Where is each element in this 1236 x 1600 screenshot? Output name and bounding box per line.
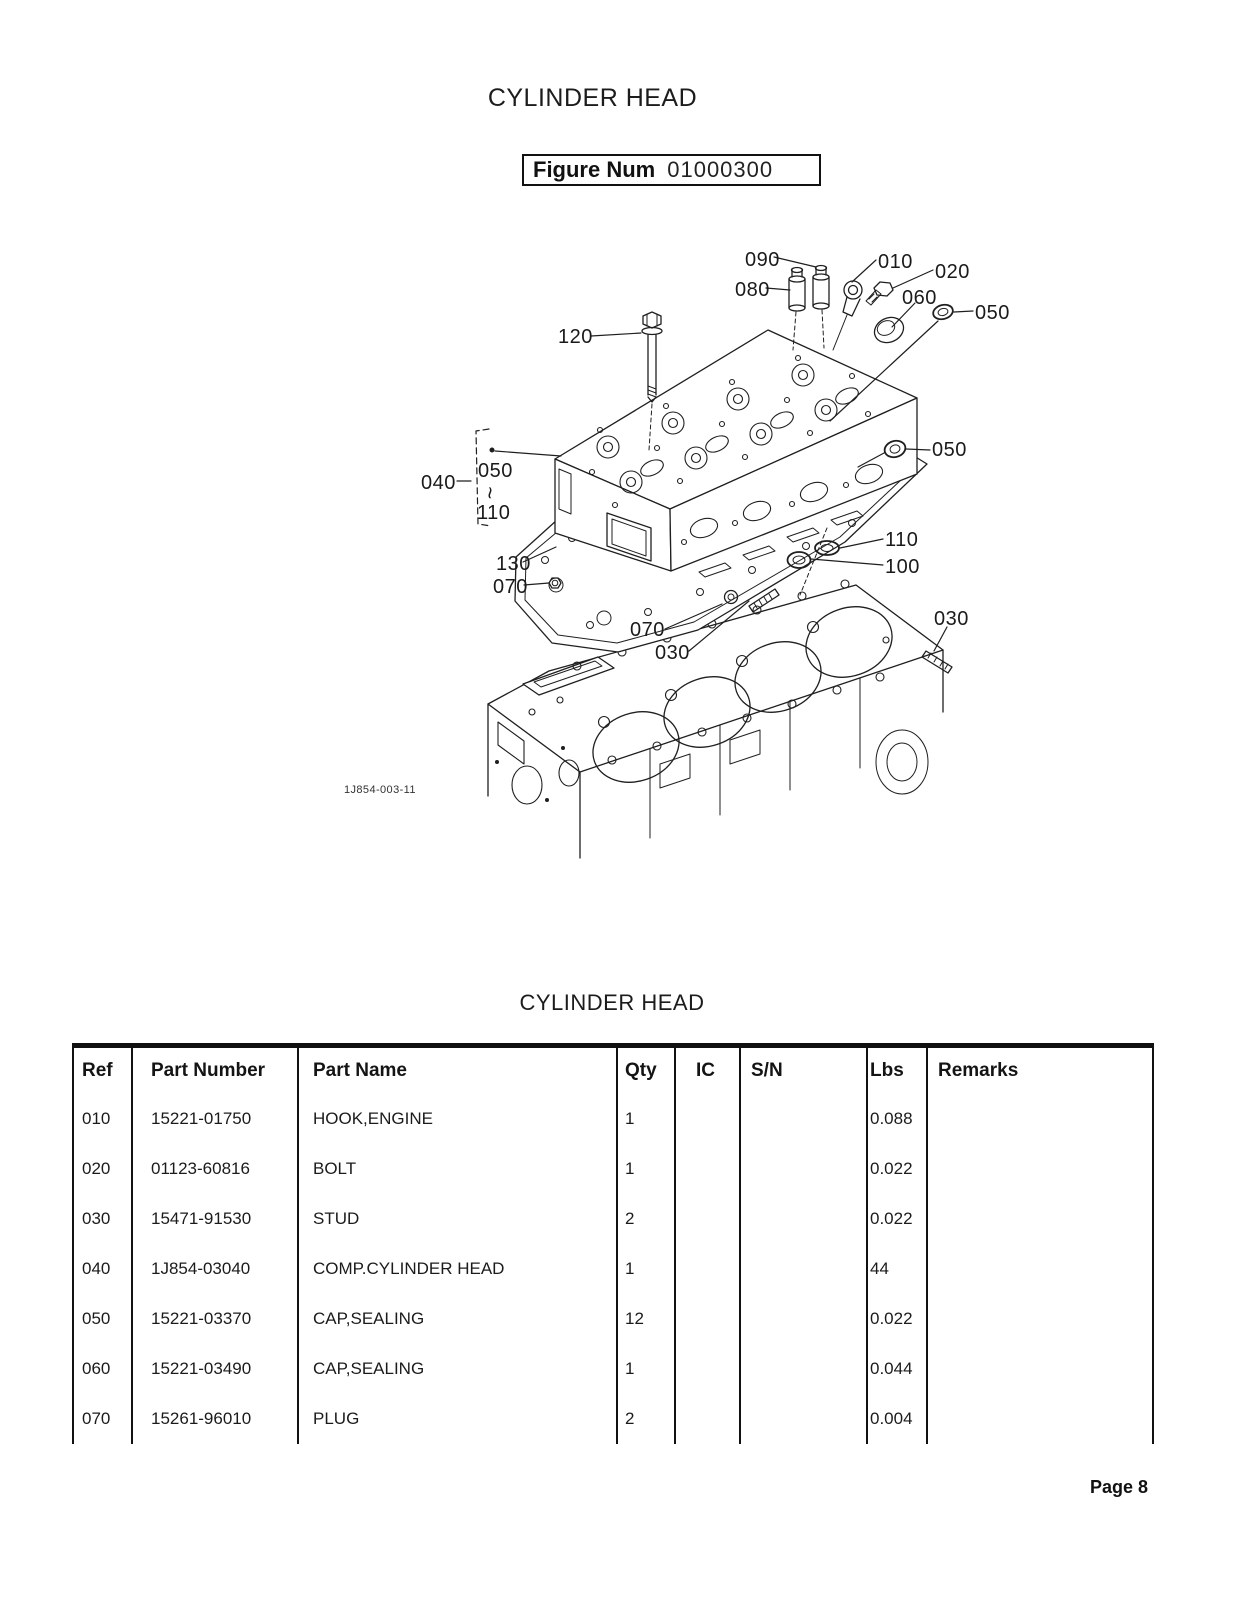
table-row bbox=[73, 1194, 1153, 1244]
cell-lbs: 0.022 bbox=[867, 1144, 927, 1194]
cell-qty: 1 bbox=[617, 1244, 675, 1294]
cell-lbs: 0.022 bbox=[867, 1194, 927, 1244]
cell-part-number: 15221-01750 bbox=[132, 1094, 298, 1144]
table-header-row bbox=[73, 1046, 1153, 1095]
cell-ref: 050 bbox=[73, 1294, 132, 1344]
cell-remarks bbox=[927, 1394, 1153, 1444]
cell-qty: 1 bbox=[617, 1344, 675, 1394]
callout-020: 020 bbox=[935, 261, 970, 283]
cell-qty: 2 bbox=[617, 1394, 675, 1444]
cell-part-number: 1J854-03040 bbox=[132, 1244, 298, 1294]
cell-qty: 12 bbox=[617, 1294, 675, 1344]
cell-ic bbox=[675, 1194, 740, 1244]
callout-110-right: 110 bbox=[885, 529, 919, 551]
sealing-cap-060-icon bbox=[870, 313, 907, 347]
cell-lbs: 0.044 bbox=[867, 1344, 927, 1394]
cell-part-number: 15261-96010 bbox=[132, 1394, 298, 1444]
exploded-diagram bbox=[370, 225, 1020, 875]
table-row bbox=[73, 1394, 1153, 1444]
cell-part-name: HOOK,ENGINE bbox=[298, 1094, 617, 1144]
cell-remarks bbox=[927, 1344, 1153, 1394]
callout-080: 080 bbox=[735, 279, 770, 301]
cell-part-name: PLUG bbox=[298, 1394, 617, 1444]
callout-100: 100 bbox=[885, 556, 920, 578]
table-row bbox=[73, 1344, 1153, 1394]
valve-guide-icons bbox=[789, 266, 829, 351]
callout-050-top: 050 bbox=[975, 302, 1010, 324]
callout-120: 120 bbox=[558, 326, 593, 348]
figure-num-label: Figure Num bbox=[533, 157, 656, 182]
cell-ref: 070 bbox=[73, 1394, 132, 1444]
table-row bbox=[73, 1294, 1153, 1344]
cell-ref: 020 bbox=[73, 1144, 132, 1194]
callout-130: 130 bbox=[496, 553, 531, 575]
col-header-lbs: Lbs bbox=[867, 1046, 927, 1095]
callout-030-mid: 030 bbox=[655, 642, 690, 664]
cell-ref: 040 bbox=[73, 1244, 132, 1294]
cell-remarks bbox=[927, 1244, 1153, 1294]
col-header-part-name: Part Name bbox=[298, 1046, 617, 1095]
callout-070-mid: 070 bbox=[630, 619, 665, 641]
cell-ic bbox=[675, 1294, 740, 1344]
callout-range-squiggle: ~ bbox=[477, 486, 503, 500]
col-header-remarks: Remarks bbox=[927, 1046, 1153, 1095]
cell-remarks bbox=[927, 1194, 1153, 1244]
col-header-ic: IC bbox=[675, 1046, 740, 1095]
cell-lbs: 0.088 bbox=[867, 1094, 927, 1144]
figure-num-box bbox=[522, 154, 821, 186]
cell-qty: 1 bbox=[617, 1094, 675, 1144]
cell-part-number: 15221-03370 bbox=[132, 1294, 298, 1344]
cell-remarks bbox=[927, 1094, 1153, 1144]
col-header-ref: Ref bbox=[73, 1046, 132, 1095]
cell-ref: 030 bbox=[73, 1194, 132, 1244]
engine-hook-icon bbox=[833, 281, 862, 350]
callout-010: 010 bbox=[878, 251, 913, 273]
figure-num-value: 01000300 bbox=[667, 157, 774, 182]
callout-050-mid: 050 bbox=[932, 439, 967, 461]
cell-ic bbox=[675, 1394, 740, 1444]
callout-060: 060 bbox=[902, 287, 937, 309]
cell-ic bbox=[675, 1244, 740, 1294]
cell-ic bbox=[675, 1094, 740, 1144]
cell-lbs: 0.022 bbox=[867, 1294, 927, 1344]
cell-part-name: CAP,SEALING bbox=[298, 1344, 617, 1394]
cell-part-number: 15221-03490 bbox=[132, 1344, 298, 1394]
cell-remarks bbox=[927, 1144, 1153, 1194]
cell-ref: 010 bbox=[73, 1094, 132, 1144]
cell-sn bbox=[740, 1394, 867, 1444]
cell-sn bbox=[740, 1144, 867, 1194]
cell-sn bbox=[740, 1194, 867, 1244]
cell-remarks bbox=[927, 1294, 1153, 1344]
cell-lbs: 0.004 bbox=[867, 1394, 927, 1444]
callout-030-right: 030 bbox=[934, 608, 969, 630]
cell-part-name: CAP,SEALING bbox=[298, 1294, 617, 1344]
drawing-code: 1J854-003-11 bbox=[344, 784, 416, 796]
cell-ic bbox=[675, 1144, 740, 1194]
table-row bbox=[73, 1094, 1153, 1144]
page-number: Page 8 bbox=[1089, 1477, 1148, 1497]
cell-qty: 2 bbox=[617, 1194, 675, 1244]
table-row bbox=[73, 1144, 1153, 1194]
table-title: CYLINDER HEAD bbox=[519, 990, 705, 1015]
table-row bbox=[73, 1244, 1153, 1294]
parts-table bbox=[72, 1043, 1154, 1444]
cell-part-name: STUD bbox=[298, 1194, 617, 1244]
cell-part-name: BOLT bbox=[298, 1144, 617, 1194]
cell-part-number: 01123-60816 bbox=[132, 1144, 298, 1194]
cell-sn bbox=[740, 1094, 867, 1144]
cell-part-number: 15471-91530 bbox=[132, 1194, 298, 1244]
callout-090: 090 bbox=[745, 249, 780, 271]
cell-sn bbox=[740, 1344, 867, 1394]
col-header-sn: S/N bbox=[740, 1046, 867, 1095]
bolt-020-icon bbox=[866, 282, 893, 305]
callout-110-bracket: 110 bbox=[477, 502, 511, 524]
cell-sn bbox=[740, 1294, 867, 1344]
page-title: CYLINDER HEAD bbox=[487, 84, 698, 112]
callout-050-bracket: 050 bbox=[478, 460, 513, 482]
col-header-part-number: Part Number bbox=[132, 1046, 298, 1095]
callout-070-left: 070 bbox=[493, 576, 528, 598]
callout-040: 040 bbox=[421, 472, 456, 494]
cell-sn bbox=[740, 1244, 867, 1294]
cell-ic bbox=[675, 1344, 740, 1394]
cylinder-head-drawing bbox=[555, 330, 917, 571]
cell-part-name: COMP.CYLINDER HEAD bbox=[298, 1244, 617, 1294]
cell-lbs: 44 bbox=[867, 1244, 927, 1294]
cell-qty: 1 bbox=[617, 1144, 675, 1194]
col-header-qty: Qty bbox=[617, 1046, 675, 1095]
cell-ref: 060 bbox=[73, 1344, 132, 1394]
